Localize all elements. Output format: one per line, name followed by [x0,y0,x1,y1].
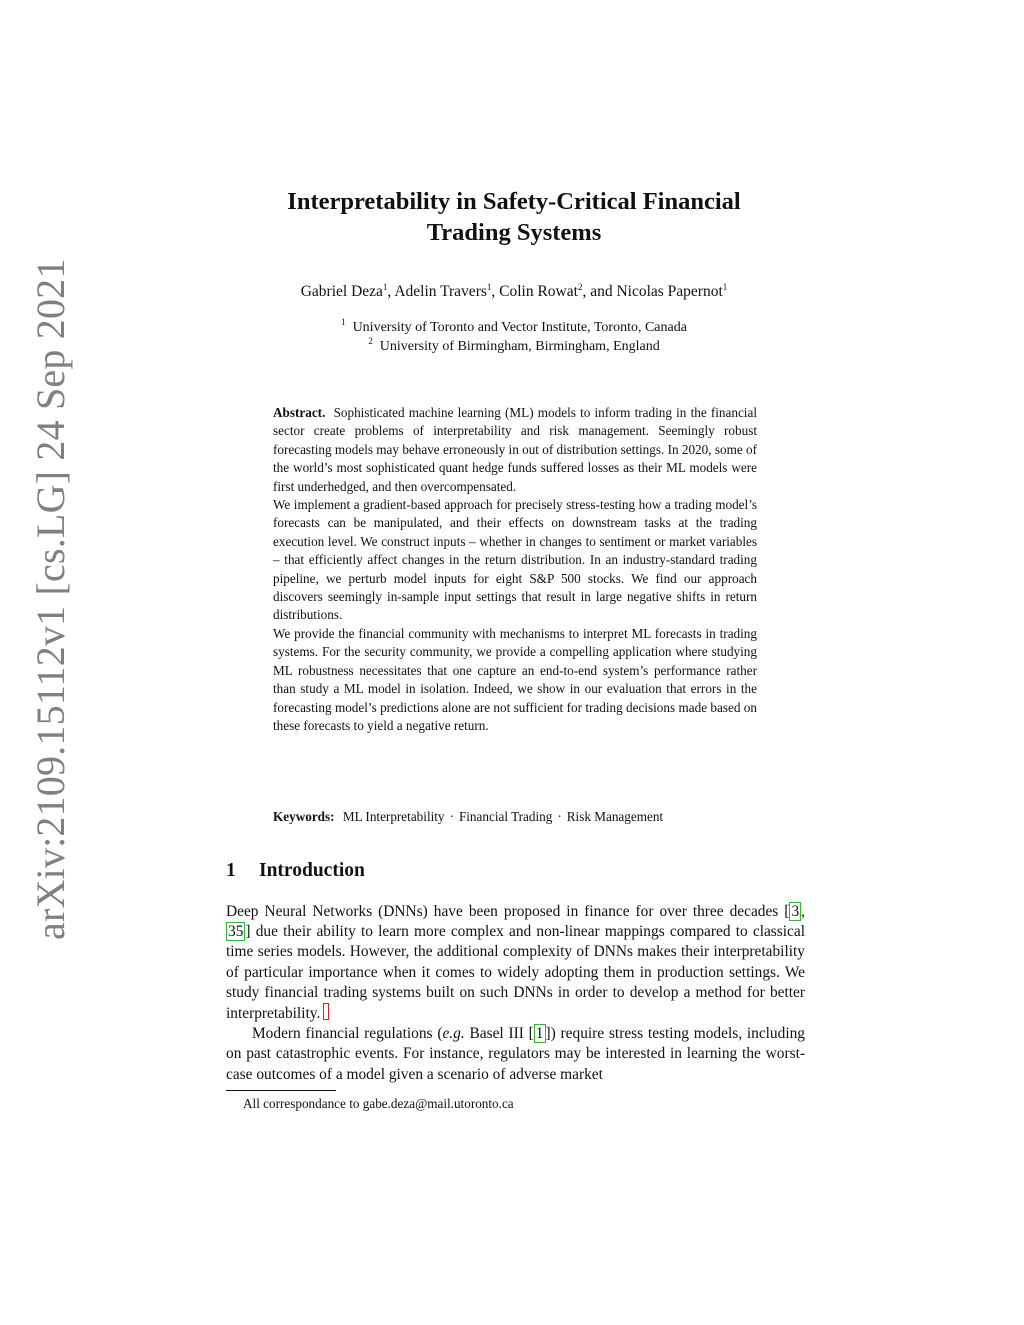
affiliation-mark: 1 [341,317,346,327]
affiliation-text: University of Toronto and Vector Institute, Toronto, Canada [352,320,687,335]
keyword-separator: · [449,809,454,824]
citation-link[interactable]: 3 [791,903,800,920]
keywords [273,808,757,826]
body-text: ]) require stress testing models, including on past catastrophic events. For instance, regulators may be interested in learning the worst-case outcomes of a model given a scenario of adverse market [226,1025,805,1083]
affiliation-text: University of Birmingham, Birmingham, England [379,339,660,354]
affiliation-mark: 2 [577,282,583,292]
author-separator: , and [582,283,617,300]
arxiv-identifier: arXiv:2109.15112v1 [cs.LG] 24 Sep 2021 [28,258,73,940]
paper-title [200,186,828,248]
body-paragraph [226,902,805,1024]
abstract-paragraph [273,404,757,496]
abstract [273,404,757,735]
abstract-text: Sophisticated machine learning (ML) models to inform trading in the financial sector create problems of interpretability and risk management. Seemingly robust forecasting models may behave erroneously in out of distribution settings. In 2020, some of the world’s most sophisticated quant hedge funds suffered losses as their ML models were first underhedged, and then overcompensated. [273,405,757,494]
body-text: ] due their ability to learn more complex and non-linear mappings compared to classical time series models. However, the additional complexity of DNNs makes their interpretability of particular importance when it comes to widely adopting them in production settings. We study financial trading systems built on such DNNs in order to develop a method for better interpretability. [226,923,805,1023]
abstract-paragraph: We implement a gradient-based approach for precisely stress-testing how a trading model’s forecasts can be manipulated, and their effects on downstream tasks at the trading execution level. We construct inputs – whether in changes to sentiment or market variables – that efficiently affect changes in the return distribution. In an industry-standard trading pipeline, we perturb model inputs for eight S&P 500 stocks. We find our approach discovers seemingly in-sample input settings that result in large negative shifts in return distributions. [273,497,757,623]
author-list [200,283,828,301]
introduction-body [226,902,805,1085]
affiliation-line [200,337,828,356]
section-number: 1 [226,860,236,881]
body-text: Modern financial regulations ( [252,1025,443,1043]
body-text-emphasis: e.g. [442,1025,465,1043]
keyword: Financial Trading [458,809,553,824]
affiliation-mark: 2 [368,336,373,346]
abstract-label: Abstract. [273,405,326,420]
footnote-divider [226,1090,336,1091]
section-title: Introduction [259,860,365,881]
footnote: All correspondance to gabe.deza@mail.utoronto.ca [243,1096,514,1111]
title-line-1: Interpretability in Safety-Critical Financial [287,188,741,215]
author-separator: , [491,283,500,300]
author-separator: , [387,283,395,300]
abstract-paragraph: We provide the financial community with mechanisms to interpret ML forecasts in trading systems. For the security community, we provide a compelling application where studying ML robustness necessitates that one capture an end-to-end system’s performance rather than study a ML model in isolation. Indeed, we show in our evaluation that errors in the forecasting model’s predictions alone are not sufficient for trading decisions made based on these forecasts to yield a negative return. [273,625,757,733]
citation-link[interactable]: 1 [535,1025,544,1043]
author-name: Gabriel Deza [300,283,383,300]
title-line-2: Trading Systems [426,219,602,246]
author-name: Adelin Travers [394,283,487,300]
affiliations [200,318,828,356]
footnote-link[interactable] [323,1003,329,1020]
affiliation-mark: 1 [486,282,492,292]
affiliation-line [200,318,828,337]
body-text: Deep Neural Networks (DNNs) have been proposed in finance for over three decades [ [226,903,790,920]
body-text: Basel III [ [464,1025,534,1043]
author-name: Colin Rowat [499,283,578,300]
keyword-separator: · [557,809,562,824]
section-heading [226,860,365,882]
keyword: Risk Management [566,809,664,824]
keyword: ML Interpretability [342,809,445,824]
keywords-label: Keywords: [273,809,335,824]
body-paragraph [226,1024,805,1085]
affiliation-mark: 1 [722,282,728,292]
citation-link[interactable]: 35 [228,923,244,941]
affiliation-mark: 1 [382,282,388,292]
author-name: Nicolas Papernot [616,283,723,300]
body-text: , [801,903,805,920]
